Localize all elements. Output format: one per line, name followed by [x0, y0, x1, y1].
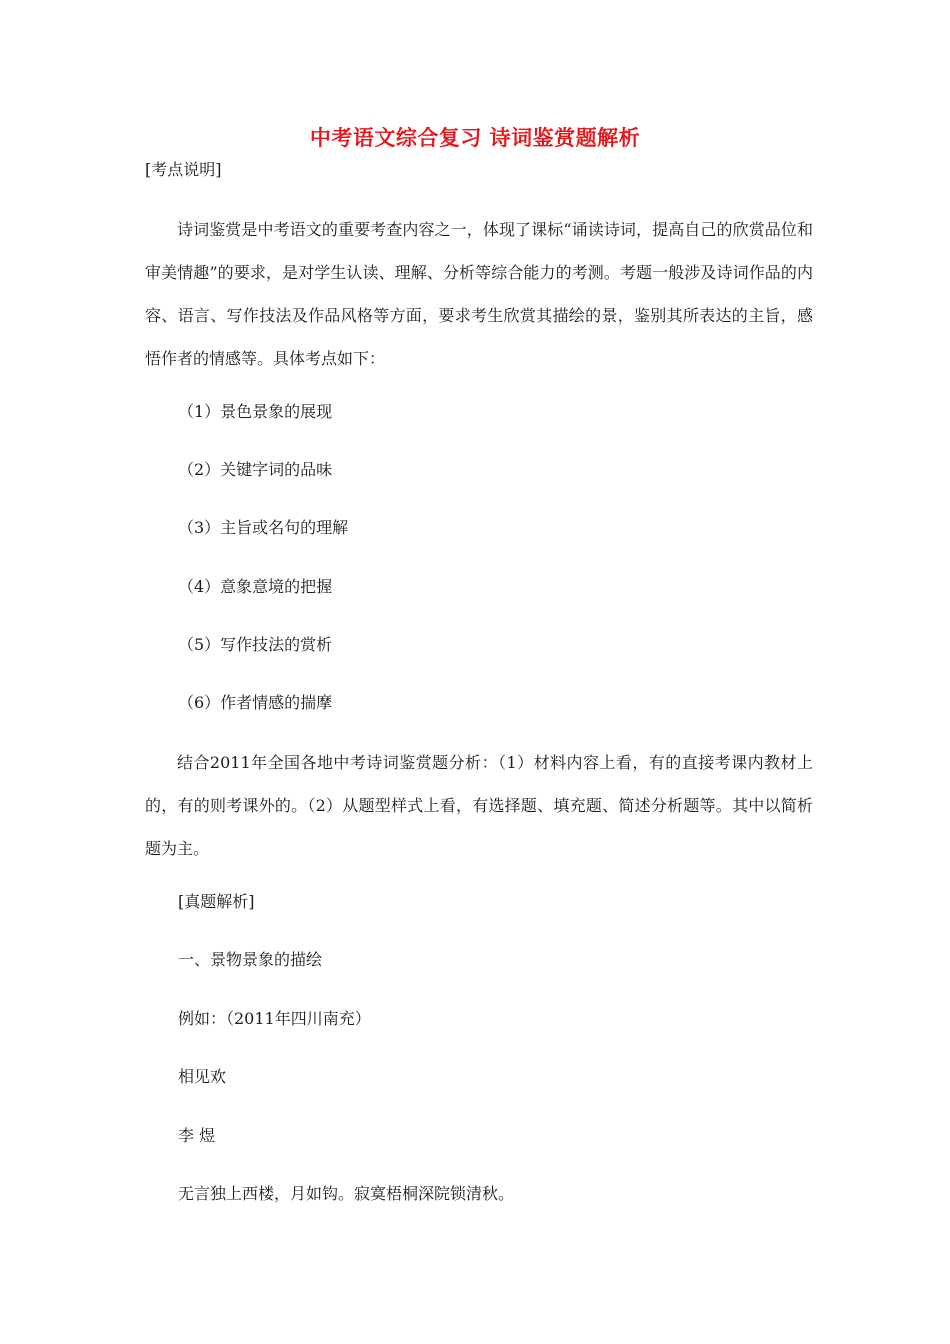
- example-source: 例如：（2011年四川南充）: [178, 1009, 371, 1028]
- exam-point-1: （1）景色景象的展现: [178, 402, 333, 421]
- poem-title: 相见欢: [178, 1067, 227, 1086]
- exam-point-4: （4）意象意境的把握: [178, 577, 333, 596]
- poem-author: 李 煜: [178, 1126, 216, 1145]
- document-title: 中考语文综合复习 诗词鉴赏题解析: [309, 126, 641, 150]
- exam-point-3: （3）主旨或名句的理解: [178, 518, 349, 537]
- section-real-label: [真题解析]: [178, 892, 255, 911]
- exam-point-5: （5）写作技法的赏析: [178, 635, 333, 654]
- poem-line-1: 无言独上西楼，月如钩。寂寞梧桐深院锁清秋。: [178, 1184, 515, 1203]
- section-note-label: [考点说明]: [145, 160, 222, 179]
- exam-point-2: （2）关键字词的品味: [178, 460, 333, 479]
- intro-paragraph: 诗词鉴赏是中考语文的重要考查内容之一，体现了课标“诵读诗词，提高自己的欣赏品位和审美情趣”的要求，是对学生认读、理解、分析等综合能力的考测。考题一般涉及诗词作品的内容、语言、写作技法及作品风格等方面，要求考生欣赏其描绘的景，鉴别其所表达的主旨，感悟作者的情感等。具体考点如下：: [145, 220, 813, 368]
- exam-point-6: （6）作者情感的揣摩: [178, 693, 333, 712]
- analysis-paragraph: 结合2011年全国各地中考诗词鉴赏题分析：（1）材料内容上看，有的直接考课内教材上的，有的则考课外的。（2）从题型样式上看，有选择题、填充题、简述分析题等。其中以简析题为主。: [145, 753, 813, 858]
- heading-one: 一、景物景象的描绘: [178, 950, 323, 969]
